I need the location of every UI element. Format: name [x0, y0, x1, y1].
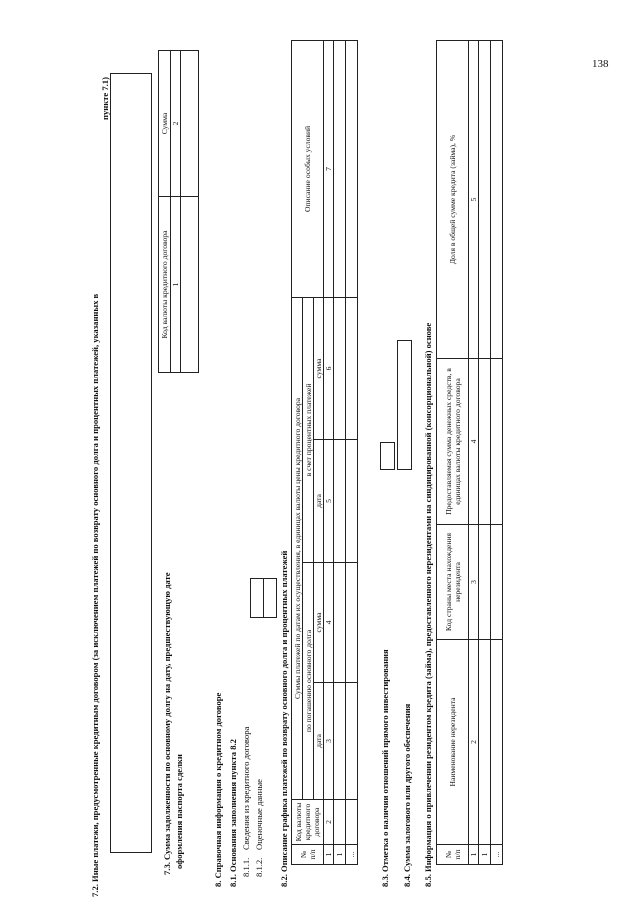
table-cell[interactable] — [346, 440, 358, 563]
header-share-percent: Доля в общей сумме кредита (займа), % — [437, 41, 469, 359]
header-special-conditions: Описание особых условий — [292, 40, 324, 297]
column-number: 4 — [324, 563, 334, 683]
header-amount: сумма — [314, 563, 324, 683]
table-cell[interactable] — [334, 297, 346, 439]
header-date: дата — [314, 683, 324, 800]
column-number: 3 — [469, 525, 479, 640]
section-8-2-title: 8.2. Описание графика платежей по возврату основного долга и процентных платежей — [279, 550, 289, 887]
header-row-number: № п/п — [292, 845, 324, 865]
column-number: 2 — [324, 800, 334, 845]
collateral-sum-field[interactable] — [397, 340, 412, 470]
header-amount: сумма — [314, 297, 324, 439]
header-principal-repayment: по погашению основного долга — [303, 563, 314, 800]
header-payment-sums: Суммы платежей по датам их осуществления, в единицах валюты цены кредитного договора — [292, 297, 303, 799]
header-nonresident-name: Наименование нерезидента — [437, 640, 469, 845]
table-cell[interactable] — [334, 683, 346, 800]
section-8-title: 8. Справочная информация о кредитном договоре — [213, 692, 223, 887]
header-interest-payments: в счет процентных платежей — [303, 297, 314, 562]
column-number: 7 — [324, 40, 334, 297]
table-cell[interactable] — [346, 683, 358, 800]
row-number: ... — [346, 845, 358, 865]
table-cell[interactable] — [491, 525, 503, 640]
table-cell[interactable] — [491, 41, 503, 359]
checkbox-8-1-1[interactable] — [250, 578, 264, 618]
header-row-number: № п/п — [437, 845, 469, 865]
table-cell[interactable] — [346, 563, 358, 683]
currency-code-cell[interactable] — [181, 197, 199, 373]
row-number: 1 — [334, 845, 346, 865]
table-cell[interactable] — [479, 525, 491, 640]
table-cell[interactable] — [346, 800, 358, 845]
section-8-4-title: 8.4. Сумма залогового или другого обеспечения — [402, 703, 412, 887]
section-8-1-title: 8.1. Основания заполнения пункта 8.2 — [228, 739, 238, 887]
section-7-3-title-line1: 7.3. Сумма задолженности по основному долгу на дату, предшествующую дате — [162, 572, 172, 875]
column-number: 6 — [324, 297, 334, 439]
table-cell[interactable] — [334, 440, 346, 563]
table-cell[interactable] — [479, 640, 491, 845]
row-number: 1 — [479, 845, 491, 865]
header-country-code: Код страны места нахождения нерезидента — [437, 525, 469, 640]
section-7-3-table — [158, 50, 199, 373]
table-cell[interactable] — [334, 800, 346, 845]
syndicated-loan-table — [436, 40, 503, 865]
table-cell[interactable] — [346, 297, 358, 439]
table-row — [346, 40, 358, 864]
section-8-3-title: 8.3. Отметка о наличии отношений прямого инвестирования — [380, 649, 390, 887]
direct-investment-checkbox[interactable] — [380, 442, 395, 470]
section-7-3-title-line2: оформления паспорта сделки — [174, 754, 184, 869]
table-cell[interactable] — [479, 359, 491, 525]
column-number: 5 — [469, 41, 479, 359]
table-cell[interactable] — [491, 640, 503, 845]
header-currency-code: Код валюты кредитного договора — [292, 800, 324, 845]
table-cell[interactable] — [479, 41, 491, 359]
header-provided-amount: Предоставляемая сумма денежных средств, в единицах валюты кредитного договора — [437, 359, 469, 525]
column-number: 2 — [469, 640, 479, 845]
table-cell[interactable] — [491, 359, 503, 525]
section-8-5-title: 8.5. Информация о привлечении резидентом кредита (займа), предоставленного нерезидентами на синдицированной (консорциональной) основе — [423, 322, 433, 887]
header-currency-code: Код валюты кредитного договора — [159, 197, 171, 373]
column-number: 3 — [324, 683, 334, 800]
column-number: 1 — [171, 197, 181, 373]
column-number: 2 — [171, 51, 181, 197]
column-number: 1 — [324, 845, 334, 865]
section-8-1-2-label: Оценочные данные — [254, 779, 264, 850]
table-row — [334, 40, 346, 864]
section-7-2-field[interactable] — [110, 73, 152, 853]
header-sum: Сумма — [159, 51, 171, 197]
column-number: 5 — [324, 440, 334, 563]
header-date: дата — [314, 440, 324, 563]
table-cell[interactable] — [334, 563, 346, 683]
table-row — [479, 41, 491, 865]
section-8-1-1-number: 8.1.1. — [241, 857, 251, 877]
column-number: 4 — [469, 359, 479, 525]
payment-schedule-table — [291, 40, 358, 865]
section-8-1-1-label: Сведения из кредитного договора — [241, 726, 251, 850]
table-cell[interactable] — [346, 40, 358, 297]
table-cell[interactable] — [334, 40, 346, 297]
section-7-2-title-line2: пункте 7.1) — [100, 77, 110, 120]
section-7-2-title-line1: 7.2. Иные платежи, предусмотренные кредитным договором (за исключением платежей по возврату основного долга и процентных платежей, указанных в — [90, 293, 100, 897]
page-number: 138 — [592, 58, 609, 70]
sum-cell[interactable] — [181, 51, 199, 197]
checkbox-8-1-2[interactable] — [263, 578, 277, 618]
column-number: 1 — [469, 845, 479, 865]
row-number: ... — [491, 845, 503, 865]
table-row — [491, 41, 503, 865]
section-8-1-2-number: 8.1.2. — [254, 857, 264, 877]
